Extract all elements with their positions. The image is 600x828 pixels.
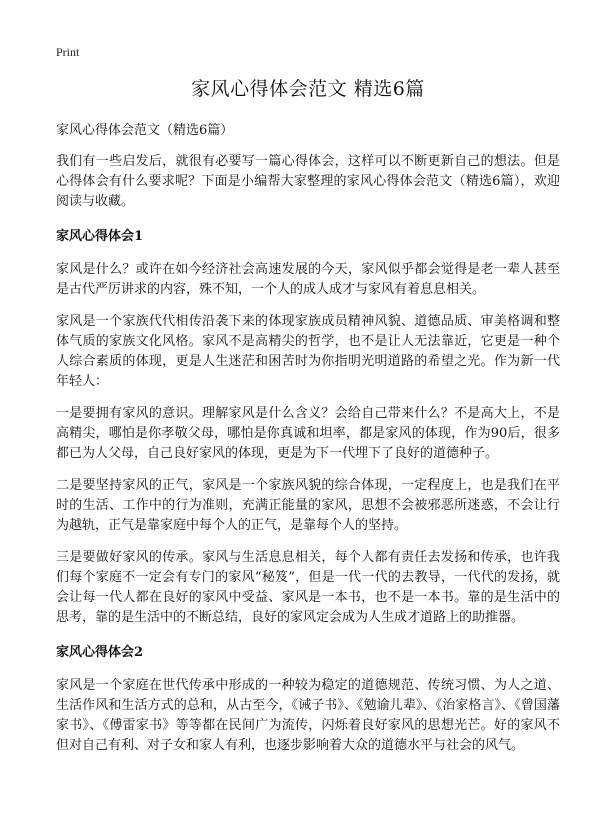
intro-paragraph: 我们有一些启发后，就很有必要写一篇心得体会，这样可以不断更新自己的想法。但是心得体会有什么要求呢？下面是小编帮大家整理的家风心得体会范文（精选6篇），欢迎阅读与收藏。 — [56, 154, 560, 209]
section-1-paragraph-4: 二是要坚持家风的正气，家风是一个家族风貌的综合体现，一定程度上，也是我们在平时的生活、工作中的行为准则，充满正能量的家风，思想不会被邪恶所迷惑，不会让行为越轨，正气是靠家庭中每个人的正气，是靠每个人的坚持。 — [56, 478, 560, 533]
document-subtitle: 家风心得体会范文（精选6篇） — [56, 123, 234, 138]
section-1-paragraph-1: 家风是什么？或许在如今经济社会高速发展的今天，家风似乎都会觉得是老一辈人甚至是古代严厉讲求的内容，殊不知，一个人的成人成才与家风有着息息相关。 — [56, 262, 560, 297]
section-1-paragraph-3: 一是要拥有家风的意识。理解家风是什么含义？会给自己带来什么？不是高大上，不是高精尖，哪怕是你孝敬父母，哪怕是你真诚和坦率，都是家风的体现，作为90后，很多都已为人父母，自己良好家风的体现，更是为下一代埋下了良好的道德种子。 — [56, 406, 560, 461]
section-1-paragraph-2: 家风是一个家族代代相传沿袭下来的体现家族成员精神风貌、道德品质、审美格调和整体气质的家族文化风格。家风不是高精尖的哲学，也不是让人无法靠近，它更是一种个人综合素质的体现，更是人生迷茫和困苦时为你指明光明道路的希望之光。作为新一代年轻人： — [56, 314, 560, 389]
document-title: 家风心得体会范文 精选6篇 — [191, 78, 425, 100]
section-1-paragraph-5: 三是要做好家风的传承。家风与生活息息相关，每个人都有责任去发扬和传承，也许我们每个家庭不一定会有专门的家风“秘笈”，但是一代一代的去教导，一代代的发扬，就会让每一代人都在良好的家风中受益、家风是一本书，也不是一本书。靠的是生活中的思考，靠的是生活中的不断总结，良好的家风定会成为人生成才道路上的助推器。 — [56, 550, 560, 625]
section-2-paragraph-1: 家风是一个家庭在世代传承中形成的一种较为稳定的道德规范、传统习惯、为人之道、生活作风和生活方式的总和，从古至今，《诫子书》、《勉谕儿辈》、《治家格言》、《曾国藩家书》、《傅雷家书》等等都在民间广为流传，闪烁着良好家风的思想光芒。好的家风不但对自己有利、对子女和家人有利，也逐步影响着大众的道德水平与社会的风气。 — [56, 678, 560, 753]
section-heading-1: 家风心得体会1 — [56, 229, 144, 244]
print-link[interactable]: Print — [56, 45, 80, 59]
section-heading-2: 家风心得体会2 — [56, 645, 144, 660]
